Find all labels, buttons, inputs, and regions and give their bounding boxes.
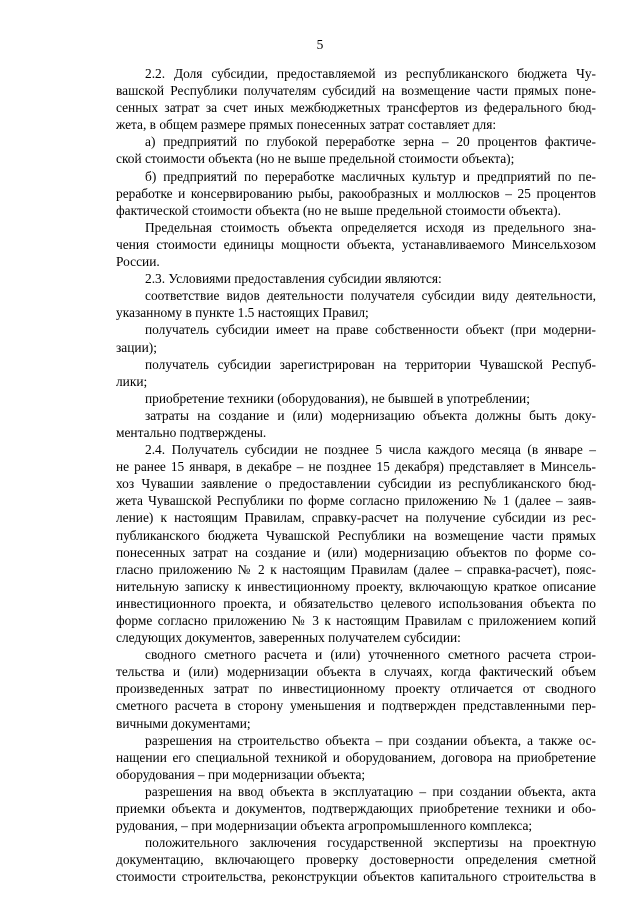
text-line: хоз Чувашии заявление о предоставлении субсидии из республиканского бюд- xyxy=(116,476,596,492)
text-line: жета Чувашской Республики по форме согласно приложению № 1 (далее – заяв- xyxy=(116,493,596,509)
text-line: соответствие видов деятельности получателя субсидии виду деятельности, xyxy=(145,288,596,304)
text-line: Предельная стоимость объекта определяется исходя из предельного зна- xyxy=(145,219,596,235)
text-line: приобретение техники (оборудования), не бывшей в употреблении; xyxy=(145,390,530,406)
text-line: документацию, включающего проверку достоверности определения сметной xyxy=(116,852,596,868)
text-line: 2.4. Получатель субсидии не позднее 5 числа каждого месяца (в январе – xyxy=(145,442,596,458)
text-line: реработке и консервированию рыбы, ракообразных и моллюсков – 25 процентов xyxy=(116,185,596,201)
text-line: оборудования – при модернизации объекта; xyxy=(116,766,366,782)
text-line: разрешения на строительство объекта – при создании объекта, а также ос- xyxy=(145,732,596,748)
text-line: 2.3. Условиями предоставления субсидии являются: xyxy=(145,271,442,287)
text-line: инвестиционного проекта, и обязательство целевого использования объекта по xyxy=(116,595,596,611)
text-line: вичными документами; xyxy=(116,715,251,731)
page-number: 5 xyxy=(316,37,324,52)
text-line: а) предприятий по глубокой переработке зерна – 20 процентов фактиче- xyxy=(145,134,596,150)
text-line: ление) к настоящим Правилам, справку-расчет на получение субсидии из рес- xyxy=(116,510,596,526)
text-line: произведенных затрат по инвестиционному проекту отличается от сводного xyxy=(116,681,596,697)
text-line: 2.2. Доля субсидии, предоставляемой из республиканского бюджета Чу- xyxy=(145,66,596,81)
text-line: России. xyxy=(116,254,160,270)
text-line: ментально подтверждены. xyxy=(116,424,267,440)
text-line: нительную записку к инвестиционному проекту, включающую краткое описание xyxy=(116,578,596,594)
text-line: ской стоимости объекта (но не выше предельной стоимости объекта); xyxy=(116,151,515,167)
text-line: получатель субсидии зарегистрирован на территории Чувашской Респуб- xyxy=(145,356,596,372)
text-line: указанному в пункте 1.5 настоящих Правил; xyxy=(116,305,369,321)
text-line: гласно приложению № 2 к настоящим Правилам (далее – справка-расчет), пояс- xyxy=(116,561,596,577)
text-line: сенных затрат за счет иных межбюджетных трансфертов из федерального бюд- xyxy=(116,100,596,116)
text-line: разрешения на ввод объекта в эксплуатацию – при создании объекта, акта xyxy=(145,783,596,799)
text-line: приемки объекта и документов, подтверждающих приобретение техники и обо- xyxy=(116,801,596,817)
text-line: форме согласно приложению № 3 к настоящим Правилам с приложением копий xyxy=(116,613,596,628)
text-line: вашской Республики получателям субсидий на возмещение части прямых поне- xyxy=(116,83,596,99)
text-line: б) предприятий по переработке масличных культур и предприятий по пе- xyxy=(145,168,596,184)
text-line: следующих документов, заверенных получателем субсидии: xyxy=(116,630,461,646)
text-line: лики; xyxy=(116,373,148,389)
text-line: понесенных затрат на создание и (или) модернизацию объектов по форме со- xyxy=(116,544,596,560)
text-line: жета, в общем размере прямых понесенных затрат составляет для: xyxy=(116,117,497,133)
text-line: зации); xyxy=(116,339,157,355)
text-line: положительного заключения государственной экспертизы на проектную xyxy=(145,835,596,851)
text-line: тельства и (или) модернизации объекта в случаях, когда фактический объем xyxy=(116,664,596,680)
text-line: сводного сметного расчета и (или) уточненного сметного расчета строи- xyxy=(145,647,596,663)
text-line: сметного расчета в сторону уменьшения и подтвержден представленными пер- xyxy=(116,698,596,714)
document-body xyxy=(116,65,596,886)
text-line: получатель субсидии имеет на праве собственности объект (при модерни- xyxy=(145,322,596,338)
text-line: фактической стоимости объекта (но не выше предельной стоимости объекта). xyxy=(116,202,561,218)
text-line: не ранее 15 января, в декабре – не позднее 15 декабря) представляет в Минсель- xyxy=(116,459,596,475)
text-line: чения стоимости единицы мощности объекта, устанавливаемого Минсельхозом xyxy=(116,236,596,252)
text-line: рудования, – при модернизации объекта агропромышленного комплекса; xyxy=(116,818,533,834)
text-line: затраты на создание и (или) модернизацию объекта должны быть доку- xyxy=(145,407,596,423)
text-line: нащении его специальной техникой и оборудованием, договора на приобретение xyxy=(116,749,596,765)
text-line: публиканского бюджета Чувашской Республики на возмещение части прямых xyxy=(116,527,596,543)
text-line: стоимости строительства, реконструкции объектов капитального строительства в xyxy=(116,869,596,885)
